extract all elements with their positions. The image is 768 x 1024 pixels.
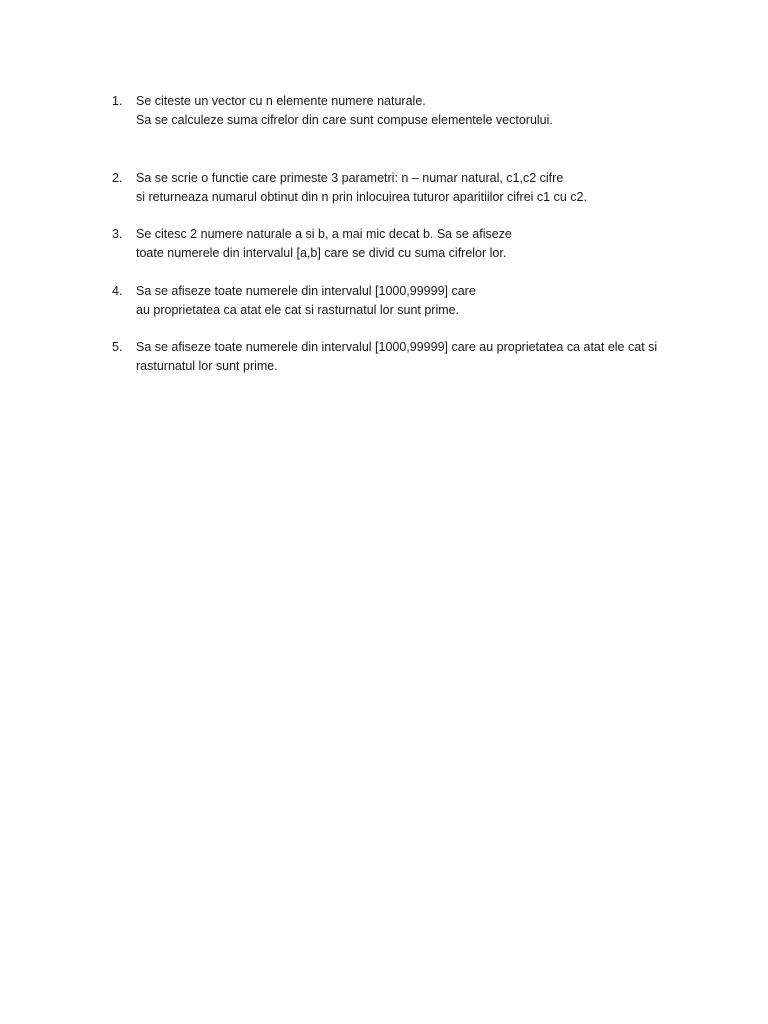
item-text-line: Sa se afiseze toate numerele din intervalul [1000,99999] care — [136, 284, 476, 298]
item-text-line: au proprietatea ca atat ele cat si rasturnatul lor sunt prime. — [136, 303, 460, 317]
item-text-line: Se citeste un vector cu n elemente numere naturale. — [136, 94, 426, 108]
item-number: 1. — [112, 94, 123, 108]
list-item-5 — [112, 338, 712, 376]
list-item-1 — [112, 92, 712, 130]
item-text-line: Sa se afiseze toate numerele din intervalul [1000,99999] care au proprietatea ca atat ele cat si — [136, 340, 658, 354]
list-item-3 — [112, 225, 712, 263]
list-item-2 — [112, 169, 712, 207]
item-text-line: si returneaza numarul obtinut din n prin inlocuirea tuturor aparitiilor cifrei c1 cu c2. — [136, 190, 587, 204]
item-text-line: rasturnatul lor sunt prime. — [136, 359, 278, 373]
item-number: 5. — [112, 340, 123, 354]
item-text-line: Sa se scrie o functie care primeste 3 parametri: n – numar natural, c1,c2 cifre — [136, 171, 564, 185]
item-number: 2. — [112, 171, 123, 185]
item-number: 4. — [112, 284, 123, 298]
item-text-line: toate numerele din intervalul [a,b] care se divid cu suma cifrelor lor. — [136, 246, 507, 260]
item-text-line: Sa se calculeze suma cifrelor din care sunt compuse elementele vectorului. — [136, 113, 553, 127]
item-text-line: Se citesc 2 numere naturale a si b, a mai mic decat b. Sa se afiseze — [136, 227, 512, 241]
list-item-4 — [112, 282, 712, 320]
item-number: 3. — [112, 227, 123, 241]
